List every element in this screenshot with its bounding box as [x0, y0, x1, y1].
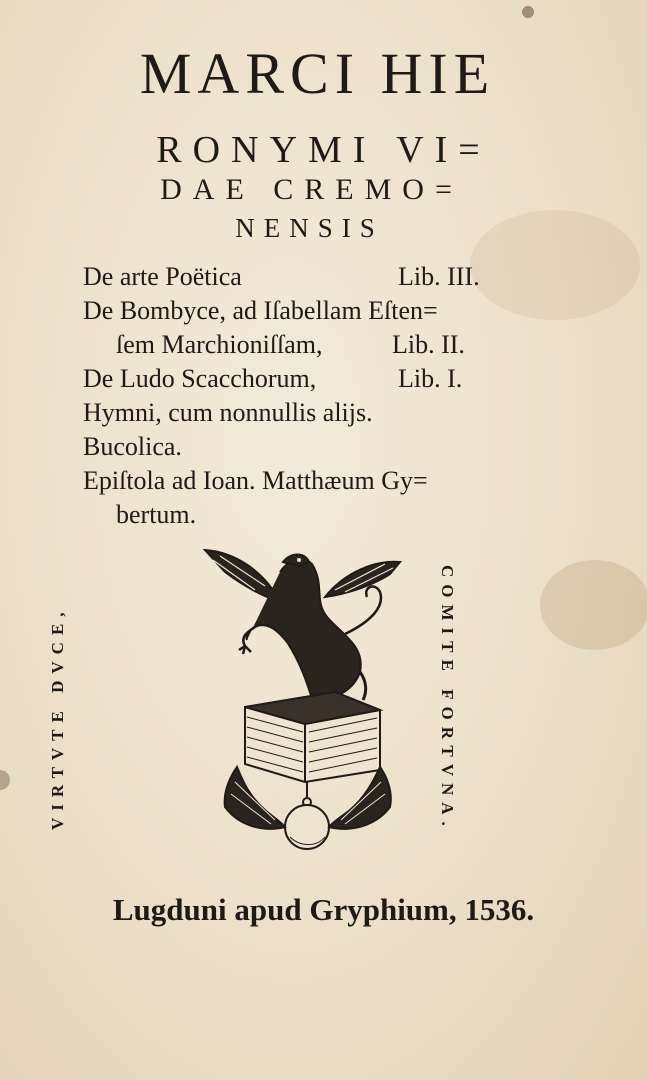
entry-title: Epiſtola ad Ioan. Matthæum Gy=	[83, 466, 428, 495]
printers-device-woodcut	[195, 542, 410, 872]
entry-book-count: Lib. II.	[392, 330, 465, 359]
motto-right: COMITE FORTVNA.	[438, 565, 457, 833]
title-line-2: RONYMI VI=	[156, 129, 491, 171]
motto-left: VIRTVTE DVCE,	[48, 605, 67, 830]
foxing-stain	[522, 6, 534, 18]
entry-title: De arte Poëtica	[83, 262, 242, 291]
title-line-1: MARCI HIE	[139, 41, 496, 106]
entry-title: De Bombyce, ad Iſabellam Eſten=	[83, 296, 438, 325]
entry-book-count: Lib. III.	[398, 262, 480, 291]
entry-title: ſem Marchioniſſam,	[116, 330, 323, 359]
foxing-stain	[540, 560, 647, 650]
entry-book-count: Lib. I.	[398, 364, 463, 393]
entry-title: De Ludo Scacchorum,	[83, 364, 317, 393]
entry-title: bertum.	[116, 500, 197, 529]
imprint-line: Lugduni apud Gryphium, 1536.	[112, 892, 535, 927]
title-line-3: DAE CREMO=	[160, 173, 463, 206]
title-line-4: NENSIS	[235, 213, 384, 243]
foxing-stain	[0, 770, 10, 790]
entry-title: Bucolica.	[83, 432, 182, 461]
entry-title: Hymni, cum nonnullis alijs.	[83, 398, 373, 427]
